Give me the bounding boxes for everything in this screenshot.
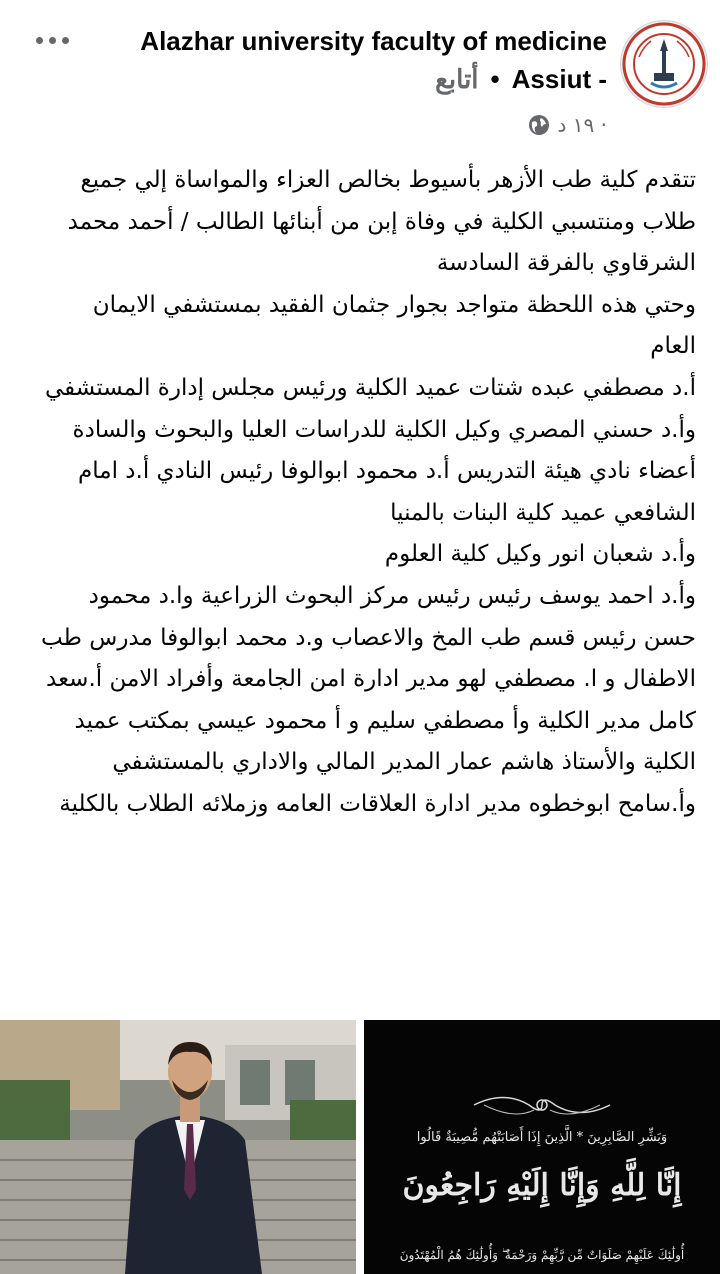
- post-body: [40, 160, 696, 826]
- page-avatar[interactable]: [620, 20, 708, 108]
- post-paragraph: تتقدم كلية طب الأزهر بأسيوط بخالص العزاء والمواساة إلي جميع طلاب ومنتسبي الكلية في وفاة إبن من أبنائها الطالب / أحمد محمد الشرقاوي بالفرقة السادسة: [67, 167, 696, 277]
- post-meta: [528, 113, 607, 137]
- university-logo-icon: [621, 21, 707, 107]
- post-paragraph: وحتي هذه اللحظة متواجد بجوار جثمان الفقيد بمستشفي الايمان العام: [92, 291, 696, 360]
- post-paragraph: وأ.سامح ابوخطوه مدير ادارة العلاقات العامه وزملائه الطلاب بالكلية: [59, 790, 696, 817]
- verse-top: وَبَشِّرِ الصَّابِرِينَ * الَّذِينَ إِذَا أَصَابَتْهُم مُّصِيبَةٌ قَالُوا: [416, 1130, 668, 1145]
- ornament-icon: [364, 1075, 720, 1135]
- page-name-continued[interactable]: Assiut -: [511, 64, 607, 94]
- post-paragraph: أ.د مصطفي عبده شتات عميد الكلية ورئيس مجلس إدارة المستشفي: [45, 374, 696, 401]
- follow-button[interactable]: أتابع: [435, 64, 479, 94]
- more-dots-icon: [36, 37, 43, 44]
- post-paragraph: وأ.د حسني المصري وكيل الكلية للدراسات العليا والبحوث والسادة أعضاء نادي هيئة التدريس أ.د محمود ابوالوفا رئيس النادي أ.د امام الشافعي عميد كلية البنات بالمنيا: [72, 416, 696, 526]
- page-subtitle-row: [435, 64, 607, 95]
- post-header: [0, 0, 720, 150]
- student-portrait-image: [0, 1020, 356, 1274]
- condolence-card[interactable]: [364, 1020, 720, 1274]
- verse-bottom: أُولَٰئِكَ عَلَيْهِمْ صَلَوَاتٌ مِّن رَّبِّهِمْ وَرَحْمَةٌ ۖ وَأُولَٰئِكَ هُمُ الْمُهْتَدُونَ: [399, 1248, 685, 1262]
- post-paragraph: وأ.د شعبان انور وكيل كلية العلوم: [384, 541, 696, 568]
- more-options-button[interactable]: [30, 28, 74, 52]
- page-name-link[interactable]: Alazhar university faculty of medicine: [140, 26, 607, 56]
- post-paragraph: وأ.د احمد يوسف رئيس رئيس مركز البحوث الزراعية وا.د محمود حسن رئيس قسم طب المخ والاعصاب و.د محمد ابوالوفا مدرس طب الاطفال و ا. مصطفي لهو مدير ادارة امن الجامعة وأفراد الامن أ.سعد كامل مدير الكلية وأ مصطفي سليم و أ محمود عيسي بمكتب عميد الكلية والأستاذ هاشم عمار المدير المالي والاداري بالمستشفي: [41, 582, 696, 776]
- student-photo[interactable]: [0, 1020, 356, 1274]
- globe-icon: [528, 114, 550, 136]
- separator-dot: •: [490, 64, 500, 94]
- post-timestamp[interactable]: ١٩ د ·: [557, 113, 607, 137]
- post-photos: [0, 1020, 720, 1274]
- verse-main: إِنَّا لِلَّهِ وَإِنَّا إِلَيْهِ رَاجِعُونَ: [402, 1168, 682, 1203]
